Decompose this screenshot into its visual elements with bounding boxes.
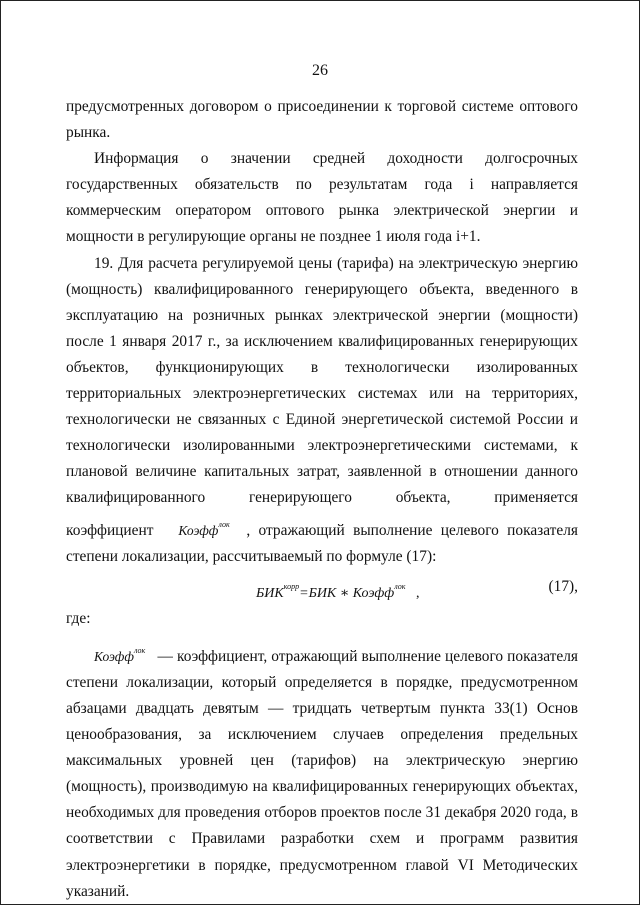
formula-17 [66,572,578,602]
where-label: где: [66,609,91,627]
item-19-text: 19. Для расчета регулируемой цены (тарифа) на электрическую энергию (мощность) квалифицированного генерирующего объекта, введенного в эксплуатацию на розничных рынках электрической энергии (мощности) после 1 января 2017 г., за исключением квалифицированных генерирующих объектов, функционирующих в технологически изолированных территориальных электроэнергетических системах или на территориях, технологически не связанных с Единой энергетической системой России и технологически изолированными электроэнергетическими системами, к плановой величине капитальных затрат, заявленной в отношении данного квалифицированного генерирующего объекта, применяется коэффициент [66,254,578,539]
page-number: 26 [312,62,328,79]
paragraph-continuation: предусмотренных договором о присоединении к торговой системе оптового рынка. [66,98,578,142]
koef-symbol: Коэфф$^{лок}$ [178,519,230,538]
paragraph-information: Информация о значении средней доходности долгосрочных государственных обязательств по результатам года i направляется коммерческим оператором оптового рынка электрической энергии и мощности в регулирующие органы не позднее 1 июля года i+1. [66,150,578,246]
formula-number: (17), [548,577,578,595]
koef-definition-text: — коэффициент, отражающий выполнение целевого показателя степени локализации, который определяется в порядке, предусмотренном абзацами двадцать девятым — тридцать четвертым пункта 33(1) Основ ценообразования, за исключением случаев определения предельных максимальных уровней цен (тарифов) на электрическую энергию (мощность), производимую на квалифицированных генерирующих объектах, необходимых для проведения отборов проектов после 31 декабря 2020 года, в соответствии с Правилами разработки схем и программ развития электроэнергетики в порядке, предусмотренном главой VI Методических указаний. [66,647,578,900]
paragraph-koef-definition [66,638,578,905]
document-body [66,94,578,905]
paragraph-item-19 [66,251,578,570]
item-19-text-end: , отражающий выполнение целевого показателя степени локализации, рассчитываемый по формуле (17): [66,521,578,565]
formula-expression: $БИК^{корр}=БИК$ ∗ Коэфф$^{лок}$ , [256,581,420,601]
koef-symbol-definition: Коэфф$^{лок}$ [94,645,146,664]
